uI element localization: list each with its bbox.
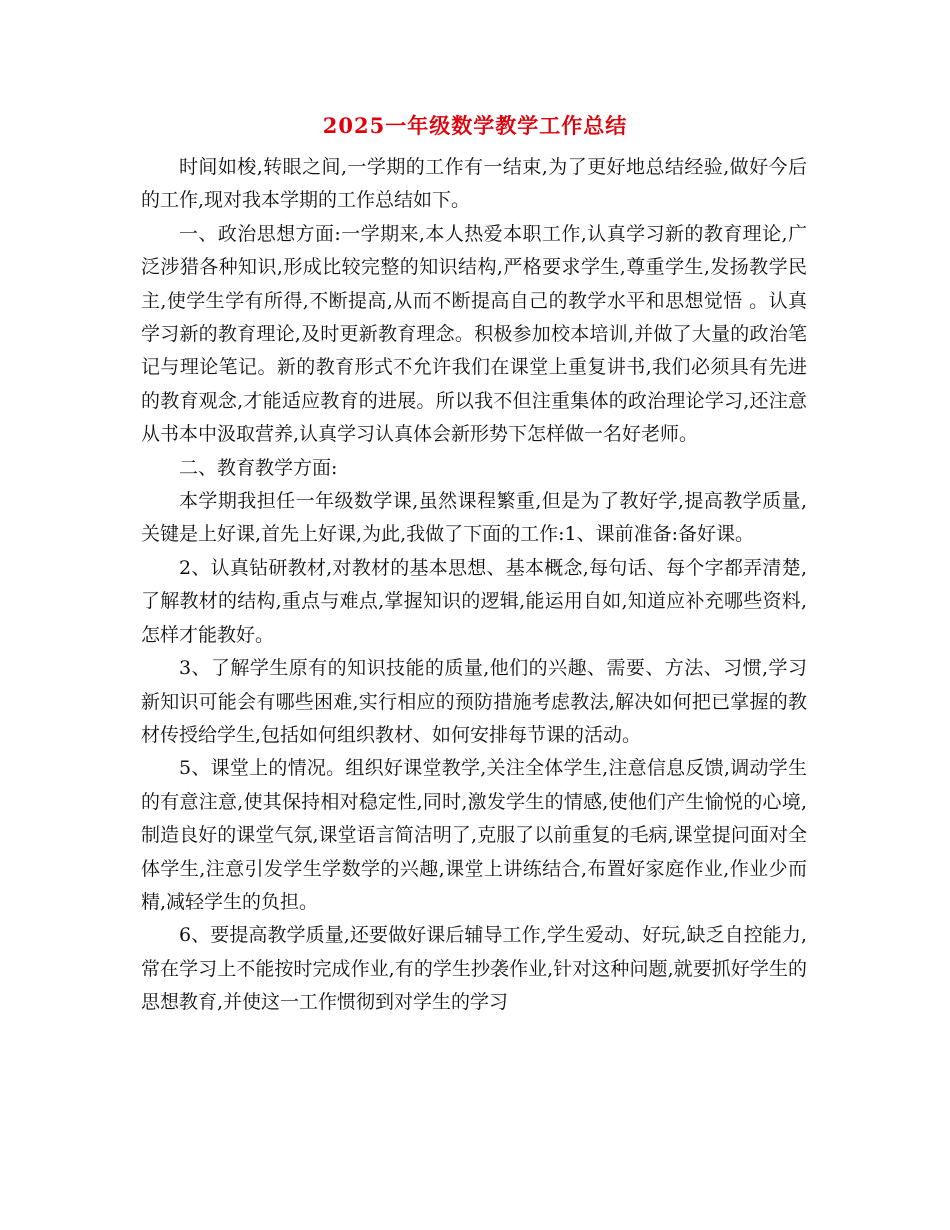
paragraph-section-heading-teaching: 二、教育教学方面: bbox=[179, 456, 338, 479]
paragraph-intro: 时间如梭,转眼之间,一学期的工作有一结束,为了更好地总结经验,做好今后的工作,现对我本学期的工作总结如下。 bbox=[141, 156, 807, 212]
paragraph-item-3: 3、了解学生原有的知识技能的质量,他们的兴趣、需要、方法、习惯,学习新知识可能会有哪些困难,实行相应的预防措施考虑教法,解决如何把已掌握的教材传授给学生,包括如何组织教材、如何安排每节课的活动。 bbox=[141, 657, 807, 746]
paragraph-political-thought: 一、政治思想方面:一学期来,本人热爱本职工作,认真学习新的教育理论,广泛涉猎各种知识,形成比较完整的知识结构,严格要求学生,尊重学生,发扬教学民主,使学生学有所得,不断提高,从而不断提高自己的教学水平和思想觉悟 。认真学习新的教育理论,及时更新教育理念。积极参加校本培训,并做了大量的政治笔记与理论笔记。新的教育形式不允许我们在课堂上重复讲书,我们必须具有先进的教育观念,才能适应教育的进展。所以我不但注重集体的政治理论学习,还注意从书本中汲取营养,认真学习认真体会新形势下怎样做一名好老师。 bbox=[141, 222, 807, 446]
document-body bbox=[141, 151, 807, 1020]
document-title: 2025一年级数学教学工作总结 bbox=[322, 113, 628, 138]
paragraph-teaching-overview: 本学期我担任一年级数学课,虽然课程繁重,但是为了教好学,提高教学质量,关键是上好课,首先上好课,为此,我做了下面的工作:1、课前准备:备好课。 bbox=[141, 490, 807, 546]
paragraph-item-5: 5、课堂上的情况。组织好课堂教学,关注全体学生,注意信息反馈,调动学生的有意注意,使其保持相对稳定性,同时,激发学生的情感,使他们产生愉悦的心境,制造良好的课堂气氛,课堂语言简洁明了,克服了以前重复的毛病,课堂提问面对全体学生,注意引发学生学数学的兴趣,课堂上讲练结合,布置好家庭作业,作业少而精,减轻学生的负担。 bbox=[141, 757, 807, 913]
paragraph-item-2: 2、认真钻研教材,对教材的基本思想、基本概念,每句话、每个字都弄清楚,了解教材的结构,重点与难点,掌握知识的逻辑,能运用自如,知道应补充哪些资料,怎样才能教好。 bbox=[141, 556, 807, 646]
paragraph-item-6: 6、要提高教学质量,还要做好课后辅导工作,学生爱动、好玩,缺乏自控能力,常在学习上不能按时完成作业,有的学生抄袭作业,针对这种问题,就要抓好学生的思想教育,并使这一工作惯彻到对学生的学习 bbox=[141, 924, 807, 1014]
